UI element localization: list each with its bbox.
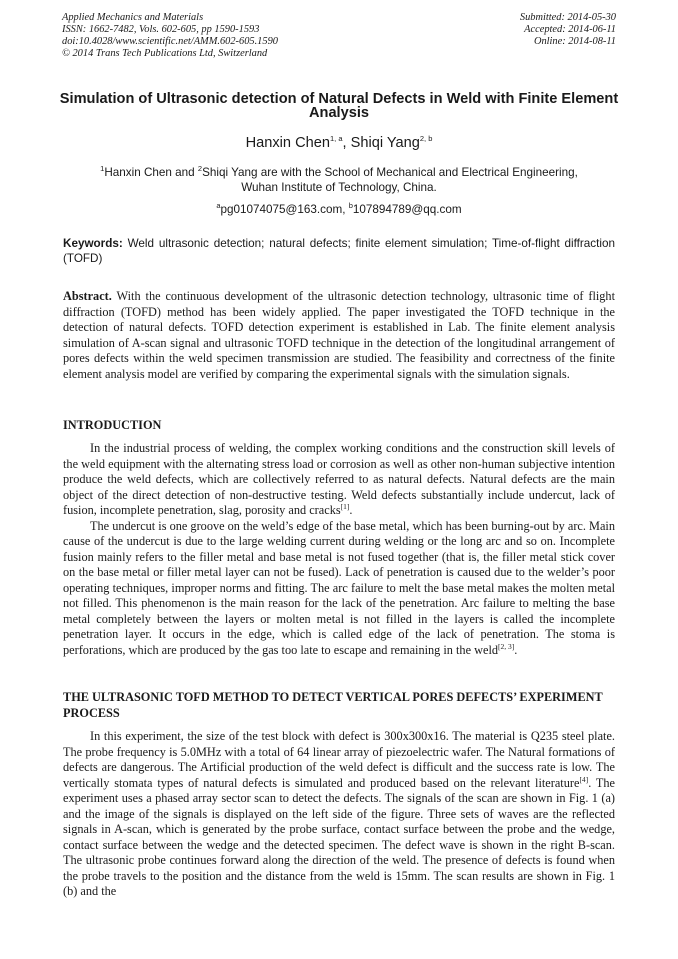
intro-paragraph-2 (63, 519, 615, 659)
author-separator: , (342, 135, 351, 151)
paper-title: Simulation of Ultrasonic detection of Natural Defects in Weld with Finite Element Analysis (59, 91, 619, 121)
intro-p2-end: . (514, 642, 518, 657)
copyright-line: © 2014 Trans Tech Publications Ltd, Switzerland (62, 48, 268, 59)
intro-p1-end: . (349, 503, 353, 517)
section-2-body (63, 729, 615, 900)
accepted-date: Accepted: 2014-06-11 (524, 24, 616, 35)
online-date: Online: 2014-08-11 (533, 36, 616, 47)
journal-header (62, 12, 278, 60)
intro-p2-text: The undercut is one groove on the weld’s edge of the base metal, which has been burning-out by arc. Main cause of the undercut is due to the large welding current during welding or the long arc and so on. Incomplete fusion mainly refers to the filler metal and base metal is not fused together (that is, the filler metal stick cover on the base metal or filler metal layer can not be fused). Lack of penetration is caused due to the welder’s poor operating techniques, improper norms and fitting. The arc failure to melt the base metal makes the molten metal not filled. This phenomenon is the main reason for the lack of the penetration. Arc failure to melting the base metal completely between the layers or molten metal is not filled in the layers is called the incomplete penetration layer. It occurs in the edge, which is called edge of the lack of penetration. The stoma is perforations, which are produced by the gas too late to escape and remaining in the weld (63, 518, 615, 657)
author-line (0, 135, 678, 151)
affiliation-line-1 (60, 165, 618, 180)
affiliation-text-1: Hanxin Chen and (104, 166, 198, 179)
doi-link[interactable]: doi:10.4028/www.scientific.net/AMM.602-605.1590 (62, 36, 278, 47)
author-1: Hanxin Chen (245, 135, 330, 151)
issn-line: ISSN: 1662-7482, Vols. 602-605, pp 1590-1593 (62, 24, 260, 35)
affiliation-text-2: Shiqi Yang are with the School of Mechanical and Electrical Engineering, (202, 166, 578, 179)
section-2-heading: THE ULTRASONIC TOFD METHOD TO DETECT VERTICAL PORES DEFECTS’ EXPERIMENT PROCESS (63, 690, 603, 720)
email-mark-b: b (348, 201, 353, 211)
citation-1[interactable]: [1] (340, 501, 350, 511)
introduction-body (63, 441, 615, 658)
affiliation-line-2: Wuhan Institute of Technology, China. (241, 181, 437, 194)
intro-p1-text: In the industrial process of welding, the complex working conditions and the construction skill levels of the weld equipment with the alternating stress load or corrosion as well as other non-human subjective intention produce the weld defects, which are collectively referred to as natural defects. Natural defects are the main object of the direct detection of non-destructive testing. Weld defects substantially include undercut, lack of fusion, incomplete penetration, slag, porosity and cracks (63, 441, 615, 517)
email-mark-a: a (216, 201, 221, 211)
author-1-affiliation-mark: 1, a (329, 134, 343, 144)
email-line (0, 203, 678, 216)
affiliation-mark-1: 1 (100, 164, 105, 174)
abstract-text: With the continuous development of the ultrasonic detection technology, ultrasonic time of flight diffraction (TOFD) method has been widely applied. The paper investigated the TOFD technique in the detection of natural defects. TOFD detection experiment is established in Lab. The finite element analysis simulation of A-scan signal and ultrasonic TOFD technique in the detection of the longitudinal arrangement of pores defects within the weld specimen transmission are studied. The feasibility and correctness of the finite element analysis model are verified by comparing the experimental signals with the simulation signals. (63, 289, 615, 381)
section-2-paragraph-1 (63, 729, 615, 900)
email-b[interactable]: 107894789@qq.com (352, 203, 462, 216)
abstract-label: Abstract. (63, 289, 112, 303)
email-a[interactable]: pg01074075@163.com (220, 203, 343, 216)
introduction-heading: INTRODUCTION (63, 418, 162, 432)
sec2-p1-text: In this experiment, the size of the test block with defect is 300x300x16. The material is Q235 steel plate. The probe frequency is 5.0MHz with a total of 64 linear array of piezoelectric wafer. The Natural formations of defects are dangerous. The Artificial production of the weld defect is difficult and the success rate is low. The vertically stomata types of natural defects is simulated and produced based on the relevant literature (63, 729, 615, 790)
keywords-text: Weld ultrasonic detection; natural defects; finite element simulation; Time-of-flight diffraction (TOFD) (63, 237, 615, 265)
keywords-block (63, 236, 615, 266)
sec2-p1-cont: . The experiment uses a phased array sector scan to detect the defects. The signals of the scan are shown in Fig. 1 (a) and the image of the signals is displayed on the left side of the figure. Three sets of waves are the reflected signals in A-scan, which is generated by the probe surface, contact surface between the probe and the wedge, contact surface between the wedge and the detected specimen. The defect wave is shown in the right B-scan. The ultrasonic probe continues forward along the direction of the weld. The presence of defects is found when the probe travels to the position and the distance from the weld is 15mm. The scan results are shown in Fig. 1 (b) and the (63, 775, 615, 898)
affiliation (60, 165, 618, 195)
affiliation-mark-2: 2 (197, 164, 203, 174)
dates-header (520, 12, 616, 48)
intro-paragraph-1 (63, 441, 615, 519)
submitted-date: Submitted: 2014-05-30 (519, 12, 616, 23)
journal-name: Applied Mechanics and Materials (62, 12, 204, 23)
email-separator: , (342, 203, 349, 216)
citation-4[interactable]: [4] (579, 774, 589, 784)
author-2-affiliation-mark: 2, b (419, 134, 433, 144)
citation-2-3[interactable]: [2, 3] (498, 641, 515, 651)
abstract-block (63, 289, 615, 382)
keywords-label: Keywords: (63, 237, 123, 250)
author-2: Shiqi Yang (350, 135, 420, 151)
